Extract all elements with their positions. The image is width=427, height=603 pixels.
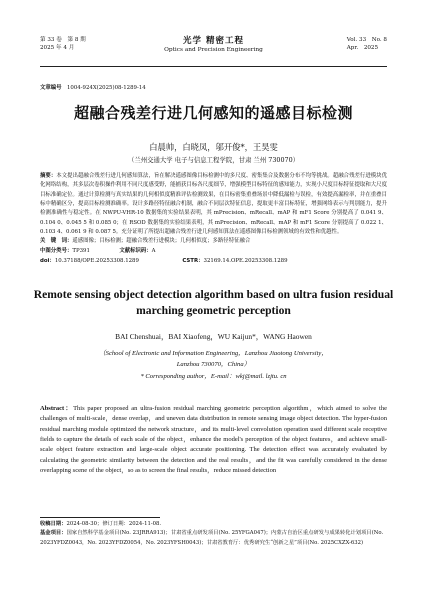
abstract-cn	[40, 172, 387, 237]
footnote-rule	[40, 517, 160, 518]
keywords-cn-text: 遥感图像；目标检测；超融合残差行进模块；几何相似度；多路径特征融合	[72, 238, 251, 244]
cstr-value: 32169.14.OPE.20253308.1289	[203, 258, 288, 264]
abstract-cn-label: 摘要：	[40, 173, 57, 179]
volume-issue-cn: 第 33 卷 第 8 期	[40, 37, 86, 43]
header-rule	[40, 66, 387, 67]
doi-label: doi：	[40, 258, 55, 264]
corresponding-author: * Corresponding author，E-mail：wkj@mail. lzjtu. cn	[140, 372, 287, 380]
issue-date-cn: 2025 年 4 月	[40, 45, 75, 51]
identifier-line	[40, 256, 288, 264]
received-label: 收稿日期：	[40, 521, 67, 527]
cstr-label: CSTR：	[182, 258, 204, 264]
abstract-cn-text: 本文提出超融合残差行进几何感知算法，旨在解决遥感图像目标检测中的多尺度、密集集合及数据分布不均等挑战。超融合残差行进模块优化网络结构，其多层次卷积操作利用不同尺度感受野，能捕获目标各尺度细节，增强模型目标特征的感知能力，实现小尺度目标特征提取和大尺度目标准确定位。通过计算检测与真实结果的几何相似度精准评估检测效果，在目标密集重叠场景中降低漏检与误检，有效提高漏检率，并在重叠目标中精确区分，提高目标检测准确率。设计多路径特征融合机制，融合不同层次特征信息，提取更丰富目标特征，增强网络表示与判别能力，提升检测准确性与稳定性。在 NWPU-VHR-10 数据集的实验结果表明，其 mPrecision、mRecall、mAP 和 mF1 Score 分别提高了 0.041 9、0.104 0、0.045 5 和 0.085 0；在 RSOD 数据集的实验结果表明，其 mPrecision、mRecall、mAP 和 mF1 Score 分别提高了 0.022 1、0.103 4、0.061 9 和 0.087 5。充分证明了所提出超融合残差行进几何感知算法在遥感图像目标检测领域的有效性和优越性。	[40, 173, 387, 236]
affiliation-en-line2: Lanzhou 730070，China）	[176, 361, 251, 369]
keywords-cn	[40, 236, 250, 244]
clc-label: 中图分类号：	[40, 248, 73, 254]
paper-title-en: Remote sensing object detection algorithm based on ultra fusion residual marching geometric perception	[33, 288, 394, 317]
page-header	[40, 36, 387, 68]
keywords-cn-label: 关 键 词：	[40, 238, 73, 244]
issue-date-en: Apr. 2025	[346, 45, 379, 51]
volume-issue-en: Vol. 33 No. 8	[346, 37, 387, 43]
abstract-en	[40, 404, 387, 476]
fund-info	[40, 529, 387, 548]
article-number	[40, 83, 146, 91]
authors-en: BAI Chenshuai，BAI Xiaofeng，WU Kaijun*，WANG Haowen	[115, 332, 312, 341]
fund-value: 国家自然科学基金项目(No. 23JRRA913)；甘肃省重点研发项目(No. 25YFGA047)；内蒙古自治区重点研发与成果转化计划项目(No. 2023YFDZ0043，No. 2023YFDZ0054，No. 2023YFSH0043)；甘肃省教育厅：优秀研究生“创新之星”项目(No. 2025CXZX-632)	[40, 530, 384, 546]
footnotes	[40, 520, 387, 548]
authors-cn: 白晨帅，白晓凤，邬开俊*，王昊雯	[149, 142, 278, 152]
clc-value: TP391	[72, 248, 90, 254]
affiliation-en	[40, 348, 387, 382]
fund-label: 基金项目：	[40, 530, 67, 537]
received-value: 2024-08-30；修订日期：2024-11-08.	[66, 521, 162, 527]
doi-value: 10.37188/OPE.20253308.1289	[54, 258, 139, 264]
received-date	[40, 520, 387, 529]
doc-code-label: 文献标识码：	[119, 248, 152, 254]
journal-name-en: Optics and Precision Engineering	[164, 47, 263, 53]
journal-name-cn: 光学 精密工程	[183, 36, 244, 46]
affiliation-cn: （兰州交通大学 电子与信息工程学院，甘肃 兰州 730070）	[127, 156, 300, 164]
header-center	[40, 36, 387, 54]
abstract-en-text: This paper proposed an ultra-fusion residual marching geometric perception algorithm，which aimed to solve the challenges of multi-scale，dense overlap，and uneven data distribution in remote sensing image object detection. The hyper-fusion residual marching module optimized the network structure，and its multi-level convolution operation used different scale receptive fields to capture the details of each scale of the object，enhance the model's perception of the object features，and achieve small-scale object feature extraction and large-scale object accurate positioning. The detection effect was accurately evaluated by calculating the geometric similarity between the detection and the real results，and the fit was carefully considered in the dense overlapping scene of the object，so as to screen the final results，reduce missed detection	[40, 405, 387, 475]
article-number-value: 1004-924X(2025)08-1289-14	[66, 85, 146, 91]
abstract-en-label: Abstract：	[40, 405, 74, 412]
classification-line	[40, 246, 156, 254]
header-right	[347, 36, 387, 52]
affiliation-en-line1: （School of Electronic and Information Engineering，Lanzhou Jiaotong University，	[99, 350, 328, 357]
article-number-label: 文章编号	[40, 85, 62, 91]
doc-code-value: A	[151, 248, 156, 254]
paper-title-cn: 超融合残差行进几何感知的遥感目标检测	[73, 104, 353, 122]
